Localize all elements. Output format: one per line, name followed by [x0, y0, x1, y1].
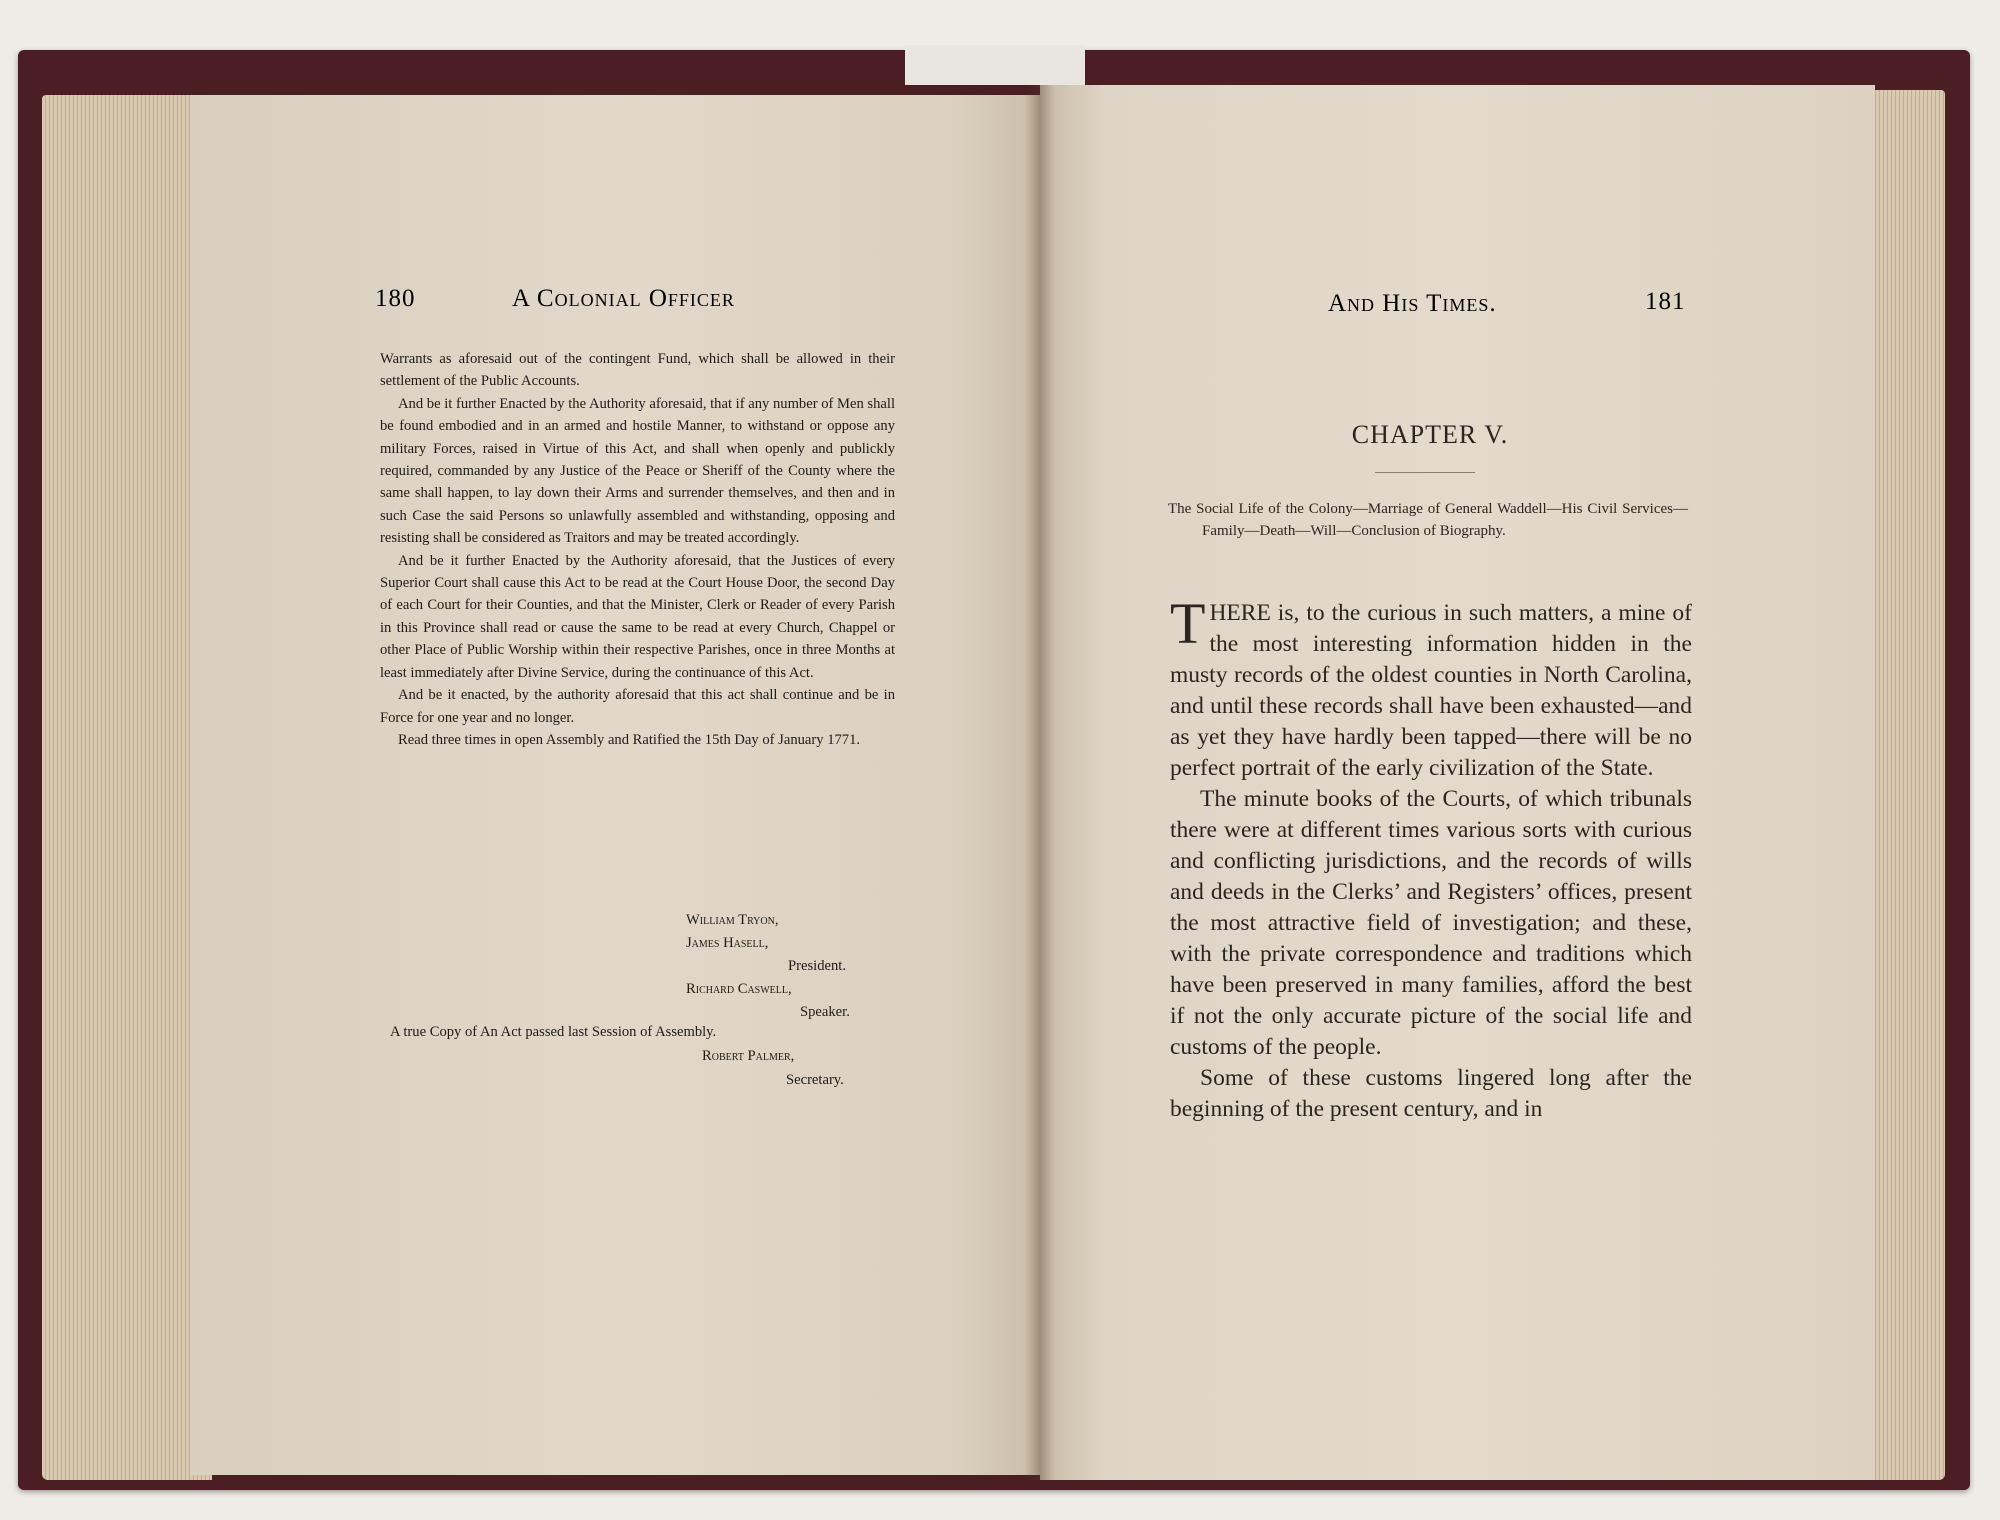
right-running-head: And His Times.: [1328, 290, 1497, 317]
right-page-number: 181: [1645, 288, 1686, 315]
title-secretary: Secretary.: [786, 1072, 844, 1088]
drop-cap: T: [1170, 591, 1206, 656]
book-gutter: [1025, 85, 1055, 1480]
left-page-number: 180: [375, 285, 416, 312]
right-page-body: [1170, 591, 1692, 1125]
spine-gap: [905, 45, 1085, 85]
title-president: President.: [788, 958, 846, 974]
signature-tryon: William Tryon,: [686, 912, 779, 928]
left-page-body: [380, 348, 895, 751]
left-running-head: A Colonial Officer: [512, 285, 735, 312]
chapter-title: CHAPTER V.: [1351, 420, 1509, 449]
first-word-rest: HERE: [1209, 600, 1271, 626]
body-paragraph: Some of these customs lingered long after the beginning of the present century, and in: [1170, 1065, 1692, 1122]
signature-caswell: Richard Caswell,: [686, 981, 792, 997]
chapter-summary: [1168, 498, 1688, 542]
act-paragraph: And be it enacted, by the authority aforesaid that this act shall continue and be in Force for one year and no longer.: [380, 687, 895, 726]
act-paragraph: And be it further Enacted by the Authority aforesaid, that if any number of Men shall be found embodied and in an armed and hostile Manner, to withstand or oppose any military Forces, raised in Virtue of this Act, and shall when openly and publickly required, commanded by any Justice of the Peace or Sheriff of the County where the same shall happen, to lay down their Arms and surrender themselves, and then and in such Case the said Persons so unlawfully assembled and withstanding, opposing and resisting shall be considered as Traitors and may be treated accordingly.: [380, 395, 895, 547]
act-paragraph: Warrants as aforesaid out of the contingent Fund, which shall be allowed in their settlement of the Public Accounts.: [380, 351, 895, 390]
signature-palmer: Robert Palmer,: [702, 1048, 795, 1064]
act-paragraph: And be it further Enacted by the Authority aforesaid, that the Justices of every Superior Court shall cause this Act to be read at the Court House Door, the second Day of each Court for their Counties, and that the Minister, Clerk or Reader of every Parish in this Province shall read or cause the same to be read at every Church, Chappel or other Place of Public Worship within their respective Parishes, once in three Months at least immediately after Divine Service, during the continuance of this Act.: [380, 552, 895, 681]
left-page-edges: [42, 95, 212, 1480]
chapter-summary-text: The Social Life of the Colony—Marriage of General Waddell—His Civil Services—Family—Death—Will—Conclusion of Biography.: [1168, 501, 1688, 539]
body-paragraph: The minute books of the Courts, of which tribunals there were at different times various sorts with curious and conflicting jurisdictions, and the records of wills and deeds in the Clerks’ and Registers’ offices, present the most attractive field of investigation; and these, with the private correspondence and traditions which have been preserved in many families, afford the best if not the only accurate picture of the social life and customs of the people.: [1170, 786, 1692, 1060]
opening-paragraph-rest: is, to the curious in such matters, a mine of the most interesting information hidden in the musty records of the oldest counties in North Carolina, and until these records shall have been exhausted—and as yet they have hardly been tapped—there will be no perfect portrait of the early civilization of the State.: [1170, 600, 1692, 781]
opening-paragraph: [1170, 591, 1692, 784]
act-paragraph: Read three times in open Assembly and Ratified the 15th Day of January 1771.: [398, 731, 861, 748]
title-speaker: Speaker.: [800, 1004, 850, 1020]
true-copy-note: A true Copy of An Act passed last Session of Assembly.: [390, 1024, 717, 1040]
signature-hasell: James Hasell,: [686, 935, 769, 951]
chapter-rule: [1375, 472, 1475, 473]
